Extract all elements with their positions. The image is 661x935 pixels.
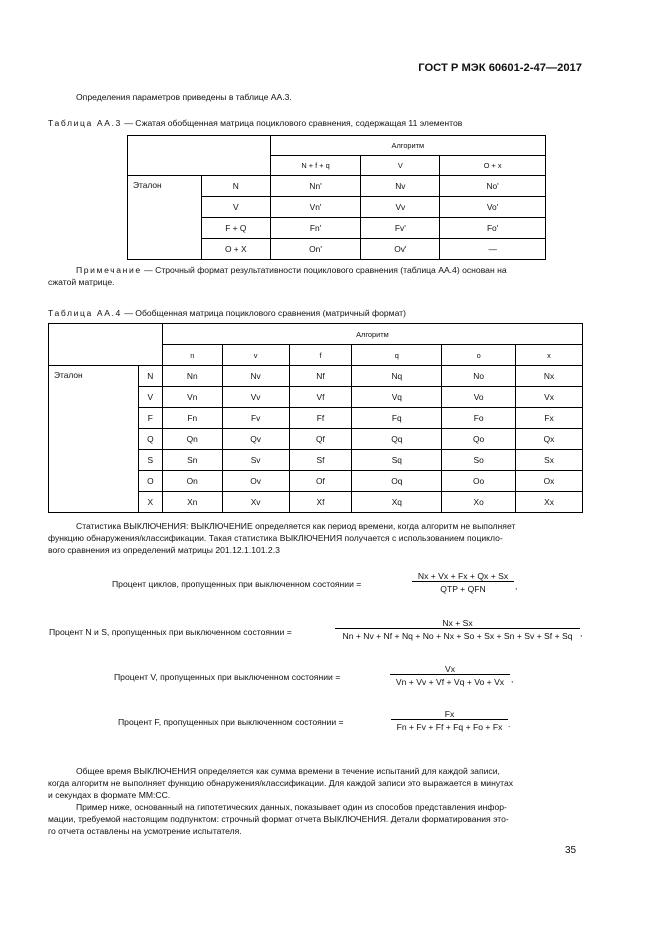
formula-denominator: Vn + Vv + Vf + Vq + Vo + Vx (390, 674, 510, 687)
table3-caption (48, 117, 462, 129)
table4-caption-label: Таблица АА.4 (48, 308, 122, 318)
table4-cell: Of (289, 471, 352, 492)
table4-cell: Sq (352, 450, 442, 471)
table4-cell: Nv (222, 366, 289, 387)
formula-label: Процент N и S, пропущенных при выключенном состоянии = (49, 627, 292, 637)
table3-cell: Fo' (440, 218, 546, 239)
table3-reference-label: Эталон (128, 176, 202, 260)
table3-cell: Nv (361, 176, 440, 197)
table4-row-label: F (138, 408, 162, 429)
table4-cell: Xo (442, 492, 516, 513)
table3-caption-text: — Сжатая обобщенная матрица поциклового сравнения, содержащая 11 элементов (124, 118, 463, 128)
table4-cell: Oo (442, 471, 516, 492)
table4-row-label: N (138, 366, 162, 387)
table4-cell: So (442, 450, 516, 471)
stats-paragraph-line: Статистика ВЫКЛЮЧЕНИЯ: ВЫКЛЮЧЕНИЕ определяется как период времени, когда алгоритм не выполняет (76, 521, 516, 531)
table3-col-header: V (361, 156, 440, 176)
table4-cell: Fo (442, 408, 516, 429)
table3-cell: No' (440, 176, 546, 197)
formula-denominator: Fn + Fv + Ff + Fq + Fo + Fx (391, 719, 508, 732)
table4-cell: Fq (352, 408, 442, 429)
formula-label: Процент V, пропущенных при выключенном состоянии = (114, 672, 341, 682)
closing-paragraph-line: и секундах в формате ММ:СС. (48, 790, 171, 800)
formula-fraction (412, 571, 514, 594)
table4-cell: Nn (162, 366, 222, 387)
table4-cell: Ff (289, 408, 352, 429)
table4-cell: Qf (289, 429, 352, 450)
table3-row-label: V (201, 197, 270, 218)
table4-reference-label: Эталон (49, 366, 139, 513)
table4-cell: No (442, 366, 516, 387)
table4-cell: Vn (162, 387, 222, 408)
table4-row-label: Q (138, 429, 162, 450)
table4-cell: Fx (516, 408, 583, 429)
table4-cell: On (162, 471, 222, 492)
table4-row-label: V (138, 387, 162, 408)
formula-denominator: Nn + Nv + Nf + Nq + No + Nx + So + Sx + Sn + Sv + Sf + Sq (335, 628, 580, 641)
table4-cell: Nq (352, 366, 442, 387)
table4-caption-text: — Обобщенная матрица поциклового сравнения (матричный формат) (124, 308, 406, 318)
table3-row-label: F + Q (201, 218, 270, 239)
example-paragraph-line: го отчета оставлены на усмотрение испытателя. (48, 826, 242, 836)
table3-col-header: O + x (440, 156, 546, 176)
table4-cell: Xf (289, 492, 352, 513)
table3-row-label: O + X (201, 239, 270, 260)
document-standard-header: ГОСТ Р МЭК 60601-2-47—2017 (418, 62, 582, 74)
table4-cell: Vx (516, 387, 583, 408)
formula-end: , (515, 581, 518, 591)
table-aa4 (48, 323, 583, 513)
table4-cell: Fv (222, 408, 289, 429)
closing-paragraph-line: Общее время ВЫКЛЮЧЕНИЯ определяется как сумма времени в течение испытаний для каждой записи, (76, 766, 500, 776)
table4-cell: Sv (222, 450, 289, 471)
table4-cell: Ov (222, 471, 289, 492)
formula-end: . (508, 719, 511, 729)
table4-col-header: f (289, 345, 352, 366)
formula-numerator: Fx (444, 709, 455, 719)
stats-paragraph-line: вого сравнения из определений матрицы 201.12.1.101.2.3 (48, 545, 280, 555)
table4-cell: Sn (162, 450, 222, 471)
table4-cell: Xx (516, 492, 583, 513)
table3-row-label: N (201, 176, 270, 197)
table4-cell: Xv (222, 492, 289, 513)
formula-numerator: Vx (444, 664, 456, 674)
table3-cell: Vv (361, 197, 440, 218)
table4-cell: Ox (516, 471, 583, 492)
table3-algorithm-header: Алгоритм (270, 136, 545, 156)
table4-cell: Vf (289, 387, 352, 408)
page-number: 35 (565, 845, 577, 856)
table4-cell: Vq (352, 387, 442, 408)
table4-cell: Qn (162, 429, 222, 450)
table3-cell: Fv' (361, 218, 440, 239)
formula-fraction (390, 664, 510, 687)
note-text: — Строчный формат результативности поциклового сравнения (таблица АА.4) основан на (144, 265, 507, 275)
table3-cell: Vo' (440, 197, 546, 218)
formula-end: , (580, 628, 583, 638)
formula-label: Процент F, пропущенных при выключенном состоянии = (118, 717, 344, 727)
table3-cell: Nn' (270, 176, 361, 197)
closing-paragraph-line: когда алгоритм не выполняет функцию обнаружения/классификации. Для каждой записи это выражается в минутах (48, 778, 514, 788)
note-label: Примечание (76, 265, 142, 275)
table4-cell: Fn (162, 408, 222, 429)
table4-col-header: o (442, 345, 516, 366)
table4-cell: Sx (516, 450, 583, 471)
table4-cell: Qv (222, 429, 289, 450)
table-aa3 (127, 135, 546, 260)
table3-note (76, 264, 507, 276)
table4-cell: Nx (516, 366, 583, 387)
table4-col-header: q (352, 345, 442, 366)
table3-cell: — (440, 239, 546, 260)
intro-text: Определения параметров приведены в таблице АА.3. (76, 92, 292, 102)
table4-cell: Qo (442, 429, 516, 450)
table4-corner (49, 324, 163, 366)
table3-caption-label: Таблица АА.3 (48, 118, 122, 128)
table4-algorithm-header: Алгоритм (162, 324, 582, 345)
table4-cell: Vo (442, 387, 516, 408)
example-paragraph-line: мации, требуемой настоящим подпунктом: строчный формат отчета ВЫКЛЮЧЕНИЯ. Детали форматирования это- (48, 814, 509, 824)
table4-cell: Vv (222, 387, 289, 408)
table4-row-label: S (138, 450, 162, 471)
table3-cell: Fn' (270, 218, 361, 239)
table4-row-label: X (138, 492, 162, 513)
table4-cell: Oq (352, 471, 442, 492)
table4-col-header: x (516, 345, 583, 366)
formula-numerator: Nx + Vx + Fx + Qx + Sx (417, 571, 509, 581)
table4-caption (48, 307, 406, 319)
table4-cell: Xn (162, 492, 222, 513)
table3-col-header: N + f + q (270, 156, 361, 176)
table3-corner (128, 136, 271, 176)
formula-label: Процент циклов, пропущенных при выключенном состоянии = (112, 579, 362, 589)
table3-cell: On' (270, 239, 361, 260)
formula-fraction (335, 618, 583, 641)
example-paragraph-line: Пример ниже, основанный на гипотетических данных, показывает один из способов представления инфор- (76, 802, 507, 812)
formula-end: , (511, 674, 514, 684)
table4-cell: Xq (352, 492, 442, 513)
table4-cell: Nf (289, 366, 352, 387)
formula-denominator: QTP + QFN (412, 581, 514, 594)
note-text-continued: сжатой матрице. (48, 277, 115, 287)
formula-numerator: Nx + Sx (442, 618, 473, 628)
table4-cell: Qq (352, 429, 442, 450)
formula-fraction (391, 709, 511, 732)
table4-cell: Qx (516, 429, 583, 450)
stats-paragraph-line: функцию обнаружения/классификации. Такая статистика ВЫКЛЮЧЕНИЯ получается с использованием поцикло- (48, 533, 503, 543)
table4-col-header: n (162, 345, 222, 366)
table4-col-header: v (222, 345, 289, 366)
table4-row-label: O (138, 471, 162, 492)
table4-cell: Sf (289, 450, 352, 471)
table3-cell: Vn' (270, 197, 361, 218)
table3-cell: Ov' (361, 239, 440, 260)
